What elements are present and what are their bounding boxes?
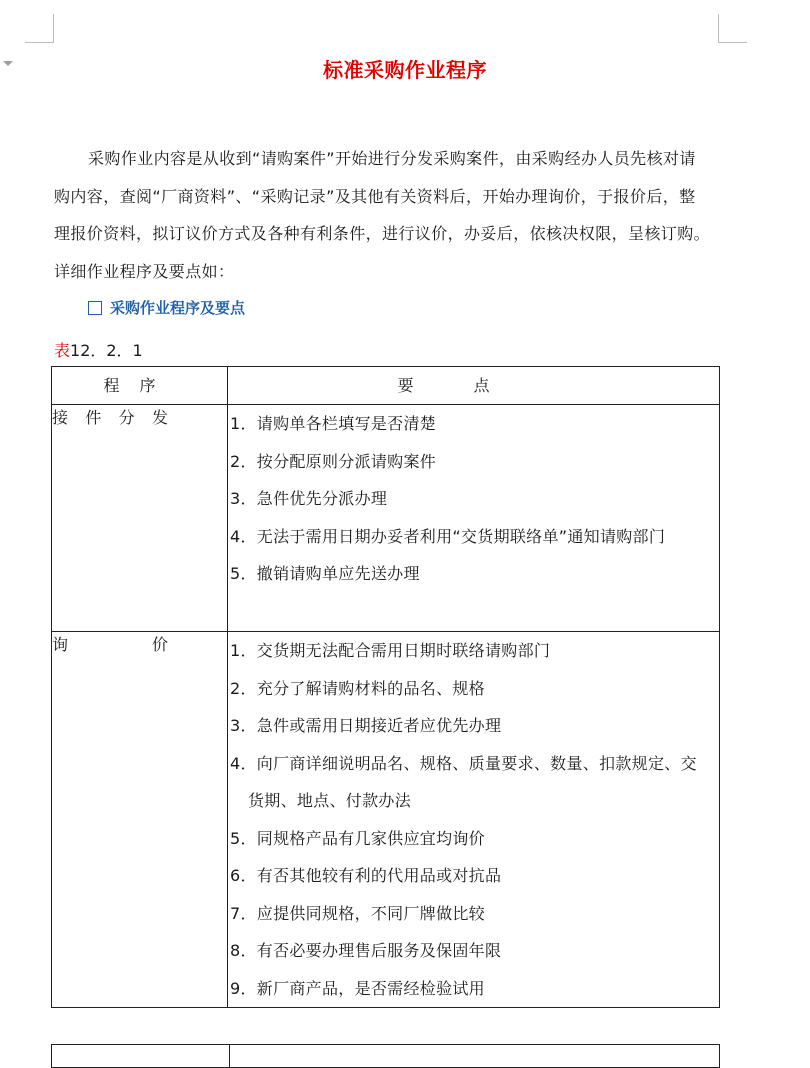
point-item [230,518,719,556]
table-header-row [52,367,720,405]
step-char: 分 [118,408,137,427]
step-char: 询 [52,635,71,654]
points-list [228,405,719,593]
table-row [52,1045,720,1068]
point-number: 2． [230,451,257,471]
next-page-table-edge [51,1044,720,1068]
point-number: 8． [230,941,257,960]
procedure-table [51,366,720,1008]
point-text: 撤销请购单应先送办理 [256,564,420,583]
point-text: 有否其他较有利的代用品或对抗品 [256,866,502,885]
points-list [228,632,719,1007]
step-name-cell [52,632,228,1008]
point-text: 急件优先分派办理 [256,489,388,508]
document-title: 标准采购作业程序 [323,58,487,82]
point-text: 有否必要办理售后服务及保固年限 [256,941,502,960]
points-cell [228,405,720,632]
point-text-continued: 货期、地点、付款办法 [248,791,412,810]
point-text: 无法于需用日期办妥者利用“交货期联络单”通知请购部门 [256,526,666,546]
page-corner-mark-top-right [718,14,747,43]
point-text: 充分了解请购材料的品名、规格 [256,678,485,698]
step-name [52,632,170,655]
point-number: 4． [230,753,257,773]
table-cell [52,1045,230,1068]
point-number: 9． [230,978,257,998]
point-number: 7． [230,903,257,923]
table-label [54,338,143,361]
header-procedure: 程序 [52,367,228,405]
point-number: 6． [230,866,257,885]
point-number: 5． [230,564,257,583]
step-name-cell [52,405,228,632]
point-number: 3． [230,716,257,735]
point-number: 4． [230,526,257,546]
point-text: 交货期无法配合需用日期时联络请购部门 [256,641,551,660]
point-item [230,632,719,670]
section-heading-text: 采购作业程序及要点 [110,299,246,317]
step-char: 价 [151,635,170,654]
point-item [230,820,719,858]
table-cell [230,1045,720,1068]
table-row [52,632,720,1008]
point-number: 3． [230,489,257,508]
point-item [230,857,719,895]
point-number: 1． [230,414,257,433]
table-row [52,405,720,632]
point-item [230,970,719,1008]
point-text: 向厂商详细说明品名、规格、质量要求、数量、扣款规定、交 [256,753,697,773]
point-item [230,480,719,518]
point-item [230,932,719,970]
point-item [230,745,719,820]
point-text: 同规格产品有几家供应宜均询价 [256,828,485,848]
intro-line: 理报价资料，拟订议价方式及各种有利条件，进行议价，办妥后，依核决权限，呈核订购。 [54,224,711,243]
intro-line: 采购作业内容是从收到“请购案件”开始进行分发采购案件，由采购经办人员先核对请 [88,149,696,168]
step-char: 接 [52,408,71,427]
point-item [230,405,719,443]
point-item [230,895,719,933]
point-text: 新厂商产品，是否需经检验试用 [256,978,485,998]
point-item [230,707,719,745]
table-label-prefix: 表 [54,341,71,360]
checkbox-icon [88,301,102,315]
point-text: 急件或需用日期接近者应优先办理 [256,716,502,735]
section-heading [88,297,245,318]
intro-paragraph [54,140,724,290]
intro-line: 详细作业程序及要点如： [54,261,235,281]
step-char: 发 [151,408,170,427]
points-cell [228,632,720,1008]
point-number: 5． [230,828,257,848]
page-corner-mark-top-left [25,14,54,43]
table-label-number: 12．2．1 [70,341,143,360]
point-number: 2． [230,678,257,698]
point-item [230,443,719,481]
step-name [52,405,170,428]
intro-line: 购内容，查阅“厂商资料”、“采购记录”及其他有关资料后，开始办理询价，于报价后，整 [54,186,696,206]
point-item [230,555,719,593]
point-text: 按分配原则分派请购案件 [256,451,437,471]
point-item [230,670,719,708]
point-number: 1． [230,641,257,660]
point-text: 应提供同规格，不同厂牌做比较 [256,903,485,923]
header-key-points: 要点 [228,367,720,405]
step-char: 件 [85,408,104,427]
point-text: 请购单各栏填写是否清楚 [256,414,437,433]
